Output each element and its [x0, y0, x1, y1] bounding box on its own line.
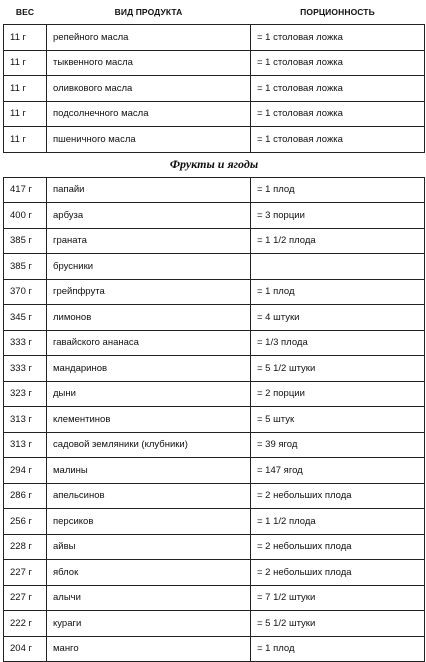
- weight-cell: 313 г: [4, 407, 47, 433]
- weight-cell: 11 г: [4, 101, 47, 127]
- portion-cell: = 5 1/2 штуки: [251, 356, 425, 382]
- product-cell: алычи: [47, 585, 251, 611]
- header-portion: ПОРЦИОННОСТЬ: [300, 7, 375, 17]
- table-row: [4, 279, 425, 305]
- portion-cell: = 1 столовая ложка: [251, 127, 425, 153]
- table-row: [4, 177, 425, 203]
- product-cell: апельсинов: [47, 483, 251, 509]
- portion-cell: = 1/3 плода: [251, 330, 425, 356]
- weight-cell: 333 г: [4, 330, 47, 356]
- product-cell: яблок: [47, 560, 251, 586]
- product-cell: клементинов: [47, 407, 251, 433]
- table-row: [4, 203, 425, 229]
- product-cell: граната: [47, 228, 251, 254]
- portion-cell: = 2 небольших плода: [251, 483, 425, 509]
- table-row: [4, 50, 425, 76]
- product-cell: дыни: [47, 381, 251, 407]
- portion-cell: = 2 небольших плода: [251, 534, 425, 560]
- weight-cell: 227 г: [4, 560, 47, 586]
- weight-cell: 323 г: [4, 381, 47, 407]
- product-cell: садовой земляники (клубники): [47, 432, 251, 458]
- product-cell: айвы: [47, 534, 251, 560]
- section-title: Фрукты и ягоды: [169, 157, 259, 171]
- weight-cell: 11 г: [4, 50, 47, 76]
- portion-cell: = 1 плод: [251, 279, 425, 305]
- table-row: [4, 534, 425, 560]
- portion-cell: = 1 столовая ложка: [251, 101, 425, 127]
- product-cell: мандаринов: [47, 356, 251, 382]
- product-cell: персиков: [47, 509, 251, 535]
- product-cell: пшеничного масла: [47, 127, 251, 153]
- table-row: [4, 509, 425, 535]
- portion-cell: = 147 ягод: [251, 458, 425, 484]
- portion-cell: = 1 плод: [251, 177, 425, 203]
- weight-cell: 294 г: [4, 458, 47, 484]
- product-cell: гавайского ананаса: [47, 330, 251, 356]
- weight-cell: 333 г: [4, 356, 47, 382]
- table-row: [4, 483, 425, 509]
- portion-cell: = 1 столовая ложка: [251, 50, 425, 76]
- table-row: [4, 228, 425, 254]
- table-row: [4, 585, 425, 611]
- weight-cell: 204 г: [4, 636, 47, 662]
- product-cell: лимонов: [47, 305, 251, 331]
- weight-cell: 385 г: [4, 254, 47, 280]
- table-row: [4, 101, 425, 127]
- weight-cell: 286 г: [4, 483, 47, 509]
- table-row: [4, 25, 425, 51]
- header-weight: ВЕС: [15, 7, 35, 17]
- weight-cell: 370 г: [4, 279, 47, 305]
- weight-cell: 227 г: [4, 585, 47, 611]
- portion-cell: = 1 1/2 плода: [251, 509, 425, 535]
- portion-cell: = 1 плод: [251, 636, 425, 662]
- portion-cell: = 5 штук: [251, 407, 425, 433]
- portion-cell: = 2 порции: [251, 381, 425, 407]
- section-row: [4, 152, 425, 177]
- weight-cell: 11 г: [4, 127, 47, 153]
- product-cell: брусники: [47, 254, 251, 280]
- portion-cell: = 4 штуки: [251, 305, 425, 331]
- portion-cell: = 3 порции: [251, 203, 425, 229]
- table-row: [4, 407, 425, 433]
- product-cell: манго: [47, 636, 251, 662]
- weight-cell: 11 г: [4, 76, 47, 102]
- table-row: [4, 76, 425, 102]
- weight-cell: 400 г: [4, 203, 47, 229]
- weight-cell: 313 г: [4, 432, 47, 458]
- weight-cell: 417 г: [4, 177, 47, 203]
- table-row: [4, 330, 425, 356]
- weight-cell: 256 г: [4, 509, 47, 535]
- header-product: ВИД ПРОДУКТА: [114, 7, 183, 17]
- portion-cell: [251, 254, 425, 280]
- table-row: [4, 432, 425, 458]
- product-cell: грейпфрута: [47, 279, 251, 305]
- portion-cell: = 2 небольших плода: [251, 560, 425, 586]
- product-cell: арбуза: [47, 203, 251, 229]
- product-cell: тыквенного масла: [47, 50, 251, 76]
- table-row: [4, 381, 425, 407]
- portion-cell: = 1 столовая ложка: [251, 25, 425, 51]
- product-cell: оливкового масла: [47, 76, 251, 102]
- product-cell: подсолнечного масла: [47, 101, 251, 127]
- product-cell: папайи: [47, 177, 251, 203]
- table-row: [4, 458, 425, 484]
- weight-cell: 11 г: [4, 25, 47, 51]
- table-row: [4, 560, 425, 586]
- table-row: [4, 356, 425, 382]
- weight-cell: 385 г: [4, 228, 47, 254]
- table-row: [4, 611, 425, 637]
- portion-cell: = 7 1/2 штуки: [251, 585, 425, 611]
- portion-cell: = 39 ягод: [251, 432, 425, 458]
- table-row: [4, 305, 425, 331]
- portion-cell: = 1 столовая ложка: [251, 76, 425, 102]
- weight-cell: 222 г: [4, 611, 47, 637]
- table-row: [4, 127, 425, 153]
- product-cell: репейного масла: [47, 25, 251, 51]
- table-row: [4, 254, 425, 280]
- header-row: [4, 0, 425, 25]
- portion-cell: = 5 1/2 штуки: [251, 611, 425, 637]
- product-cell: малины: [47, 458, 251, 484]
- portion-cell: = 1 1/2 плода: [251, 228, 425, 254]
- product-cell: кураги: [47, 611, 251, 637]
- weight-cell: 345 г: [4, 305, 47, 331]
- portion-table: [3, 0, 425, 662]
- weight-cell: 228 г: [4, 534, 47, 560]
